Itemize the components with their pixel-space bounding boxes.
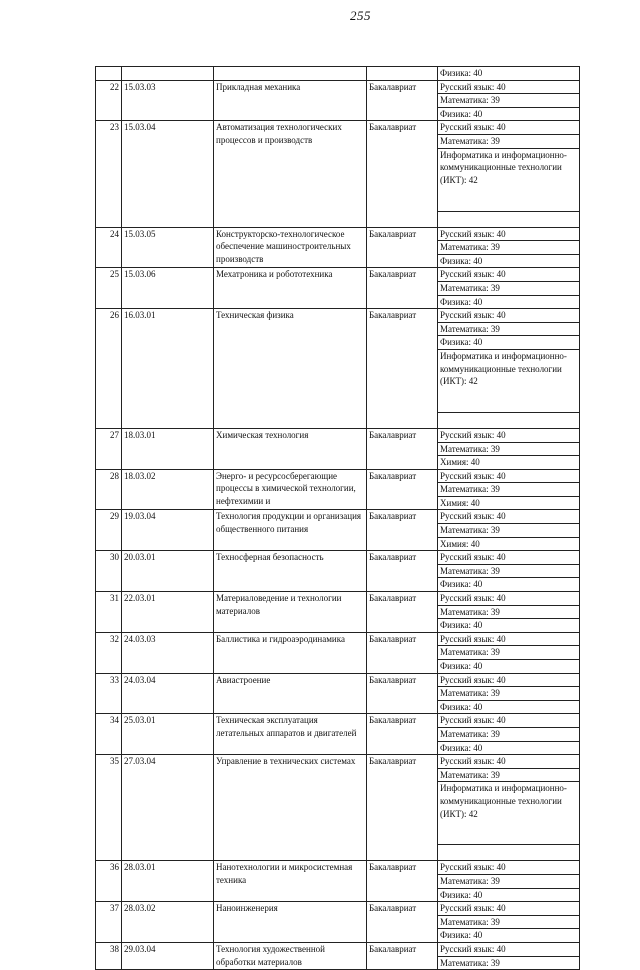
row-number-cell: 27: [96, 428, 122, 469]
table-row: [96, 551, 580, 565]
row-number-cell: 30: [96, 551, 122, 592]
name-cell: Химическая технология: [214, 428, 367, 469]
table-row: [96, 861, 580, 875]
row-number-cell: 25: [96, 268, 122, 309]
exam-cell: Физика: 40: [438, 295, 580, 309]
code-cell: 15.03.05: [122, 227, 214, 268]
name-cell: Мехатроника и робототехника: [214, 268, 367, 309]
exam-cell: Русский язык: 40: [438, 942, 580, 956]
exam-cell: Физика: 40: [438, 67, 580, 81]
table-row: [96, 428, 580, 442]
name-cell: Авиастроение: [214, 673, 367, 714]
code-cell: 28.03.02: [122, 902, 214, 943]
exam-cell: Русский язык: 40: [438, 268, 580, 282]
level-cell: Бакалавриат: [367, 592, 438, 633]
exam-cell: Русский язык: 40: [438, 428, 580, 442]
exam-cell: Математика: 39: [438, 94, 580, 108]
exam-cell: Информатика и информационно-коммуникационные технологии (ИКТ): 42: [438, 782, 580, 845]
level-cell: Бакалавриат: [367, 551, 438, 592]
table-row: [96, 632, 580, 646]
exam-cell: Русский язык: 40: [438, 551, 580, 565]
exam-cell: Физика: 40: [438, 700, 580, 714]
name-cell: Прикладная механика: [214, 80, 367, 121]
exam-cell: Русский язык: 40: [438, 309, 580, 323]
exam-cell: Математика: 39: [438, 442, 580, 456]
exam-cell: Математика: 39: [438, 241, 580, 255]
row-number-cell: 29: [96, 510, 122, 551]
exam-cell: Физика: 40: [438, 929, 580, 943]
exam-cell: Физика: 40: [438, 660, 580, 674]
table-row: [96, 714, 580, 728]
row-number-cell: 34: [96, 714, 122, 755]
name-cell: Баллистика и гидроаэродинамика: [214, 632, 367, 673]
exam-cell: Информатика и информационно-коммуникационные технологии (ИКТ): 42: [438, 349, 580, 412]
row-number-cell: 36: [96, 861, 122, 902]
exam-cell: Математика: 39: [438, 524, 580, 538]
row-number-cell: 28: [96, 469, 122, 510]
level-cell: Бакалавриат: [367, 902, 438, 943]
exam-cell: Русский язык: 40: [438, 469, 580, 483]
exam-cell: Физика: 40: [438, 578, 580, 592]
name-cell: Энерго- и ресурсосберегающие процессы в химической технологии, нефтехимии и: [214, 469, 367, 510]
empty-exam-cell: [438, 412, 580, 428]
exam-cell: Математика: 39: [438, 874, 580, 888]
level-cell: [367, 67, 438, 81]
code-cell: 19.03.04: [122, 510, 214, 551]
exam-cell: Русский язык: 40: [438, 673, 580, 687]
code-cell: 15.03.04: [122, 121, 214, 227]
table-row: [96, 309, 580, 323]
code-cell: 20.03.01: [122, 551, 214, 592]
code-cell: 28.03.01: [122, 861, 214, 902]
exam-cell: Математика: 39: [438, 322, 580, 336]
name-cell: Техническая физика: [214, 309, 367, 429]
table-row: [96, 902, 580, 916]
code-cell: 18.03.01: [122, 428, 214, 469]
exam-cell: Русский язык: 40: [438, 510, 580, 524]
code-cell: 25.03.01: [122, 714, 214, 755]
level-cell: Бакалавриат: [367, 309, 438, 429]
table-row: [96, 942, 580, 956]
exam-cell: Химия: 40: [438, 537, 580, 551]
name-cell: Нанотехнологии и микросистемная техника: [214, 861, 367, 902]
level-cell: Бакалавриат: [367, 632, 438, 673]
exam-cell: Русский язык: 40: [438, 714, 580, 728]
exam-cell: Математика: 39: [438, 727, 580, 741]
exam-cell: Русский язык: 40: [438, 632, 580, 646]
exam-cell: Математика: 39: [438, 915, 580, 929]
row-number-cell: 32: [96, 632, 122, 673]
exam-cell: Русский язык: 40: [438, 902, 580, 916]
level-cell: Бакалавриат: [367, 469, 438, 510]
row-number-cell: 33: [96, 673, 122, 714]
exam-cell: Физика: 40: [438, 741, 580, 755]
row-number-cell: 35: [96, 755, 122, 861]
row-number-cell: 37: [96, 902, 122, 943]
exam-cell: Математика: 39: [438, 605, 580, 619]
exam-cell: Химия: 40: [438, 496, 580, 510]
row-number-cell: 31: [96, 592, 122, 633]
table-row: [96, 755, 580, 769]
level-cell: Бакалавриат: [367, 121, 438, 227]
level-cell: Бакалавриат: [367, 268, 438, 309]
exam-cell: Информатика и информационно-коммуникационные технологии (ИКТ): 42: [438, 148, 580, 211]
exam-cell: Математика: 39: [438, 564, 580, 578]
table-row: [96, 121, 580, 135]
exam-cell: Русский язык: 40: [438, 755, 580, 769]
table-row: [96, 80, 580, 94]
table-row: [96, 227, 580, 241]
row-number-cell: [96, 67, 122, 81]
exam-cell: Химия: 40: [438, 456, 580, 470]
table-row-continued: [96, 67, 580, 81]
exam-cell: Математика: 39: [438, 768, 580, 782]
row-number-cell: 26: [96, 309, 122, 429]
level-cell: Бакалавриат: [367, 714, 438, 755]
level-cell: Бакалавриат: [367, 942, 438, 969]
empty-exam-cell: [438, 845, 580, 861]
table-row: [96, 510, 580, 524]
exam-cell: Русский язык: 40: [438, 227, 580, 241]
level-cell: Бакалавриат: [367, 227, 438, 268]
row-number-cell: 22: [96, 80, 122, 121]
table-row: [96, 469, 580, 483]
empty-exam-cell: [438, 211, 580, 227]
level-cell: Бакалавриат: [367, 428, 438, 469]
level-cell: Бакалавриат: [367, 673, 438, 714]
name-cell: Управление в технических системах: [214, 755, 367, 861]
exam-cell: Физика: 40: [438, 336, 580, 350]
row-number-cell: 24: [96, 227, 122, 268]
programs-table: [95, 66, 580, 970]
table-row: [96, 592, 580, 606]
exam-cell: Русский язык: 40: [438, 592, 580, 606]
code-cell: 15.03.03: [122, 80, 214, 121]
exam-cell: Физика: 40: [438, 888, 580, 902]
exam-cell: Физика: 40: [438, 254, 580, 268]
code-cell: 15.03.06: [122, 268, 214, 309]
programs-table-body: [96, 67, 580, 970]
level-cell: Бакалавриат: [367, 755, 438, 861]
name-cell: Техническая эксплуатация летательных аппаратов и двигателей: [214, 714, 367, 755]
level-cell: Бакалавриат: [367, 80, 438, 121]
name-cell: Автоматизация технологических процессов и производств: [214, 121, 367, 227]
code-cell: 24.03.04: [122, 673, 214, 714]
code-cell: 22.03.01: [122, 592, 214, 633]
name-cell: [214, 67, 367, 81]
exam-cell: Физика: 40: [438, 107, 580, 121]
code-cell: 16.03.01: [122, 309, 214, 429]
row-number-cell: 23: [96, 121, 122, 227]
name-cell: Конструкторско-технологическое обеспечение машиностроительных производств: [214, 227, 367, 268]
level-cell: Бакалавриат: [367, 510, 438, 551]
exam-cell: Физика: 40: [438, 619, 580, 633]
exam-cell: Русский язык: 40: [438, 861, 580, 875]
exam-cell: Русский язык: 40: [438, 121, 580, 135]
exam-cell: Русский язык: 40: [438, 80, 580, 94]
level-cell: Бакалавриат: [367, 861, 438, 902]
name-cell: Технология продукции и организация общественного питания: [214, 510, 367, 551]
name-cell: Материаловедение и технологии материалов: [214, 592, 367, 633]
page-number: 255: [350, 8, 371, 23]
code-cell: 29.03.04: [122, 942, 214, 969]
table-row: [96, 673, 580, 687]
exam-cell: Математика: 39: [438, 483, 580, 497]
exam-cell: Математика: 39: [438, 687, 580, 701]
table-row: [96, 268, 580, 282]
exam-cell: Математика: 39: [438, 281, 580, 295]
exam-cell: Математика: 39: [438, 134, 580, 148]
exam-cell: Математика: 39: [438, 956, 580, 970]
code-cell: 24.03.03: [122, 632, 214, 673]
code-cell: 27.03.04: [122, 755, 214, 861]
name-cell: Техносферная безопасность: [214, 551, 367, 592]
code-cell: 18.03.02: [122, 469, 214, 510]
name-cell: Технология художественной обработки материалов: [214, 942, 367, 969]
exam-cell: Математика: 39: [438, 646, 580, 660]
row-number-cell: 38: [96, 942, 122, 969]
name-cell: Наноинженерия: [214, 902, 367, 943]
code-cell: [122, 67, 214, 81]
